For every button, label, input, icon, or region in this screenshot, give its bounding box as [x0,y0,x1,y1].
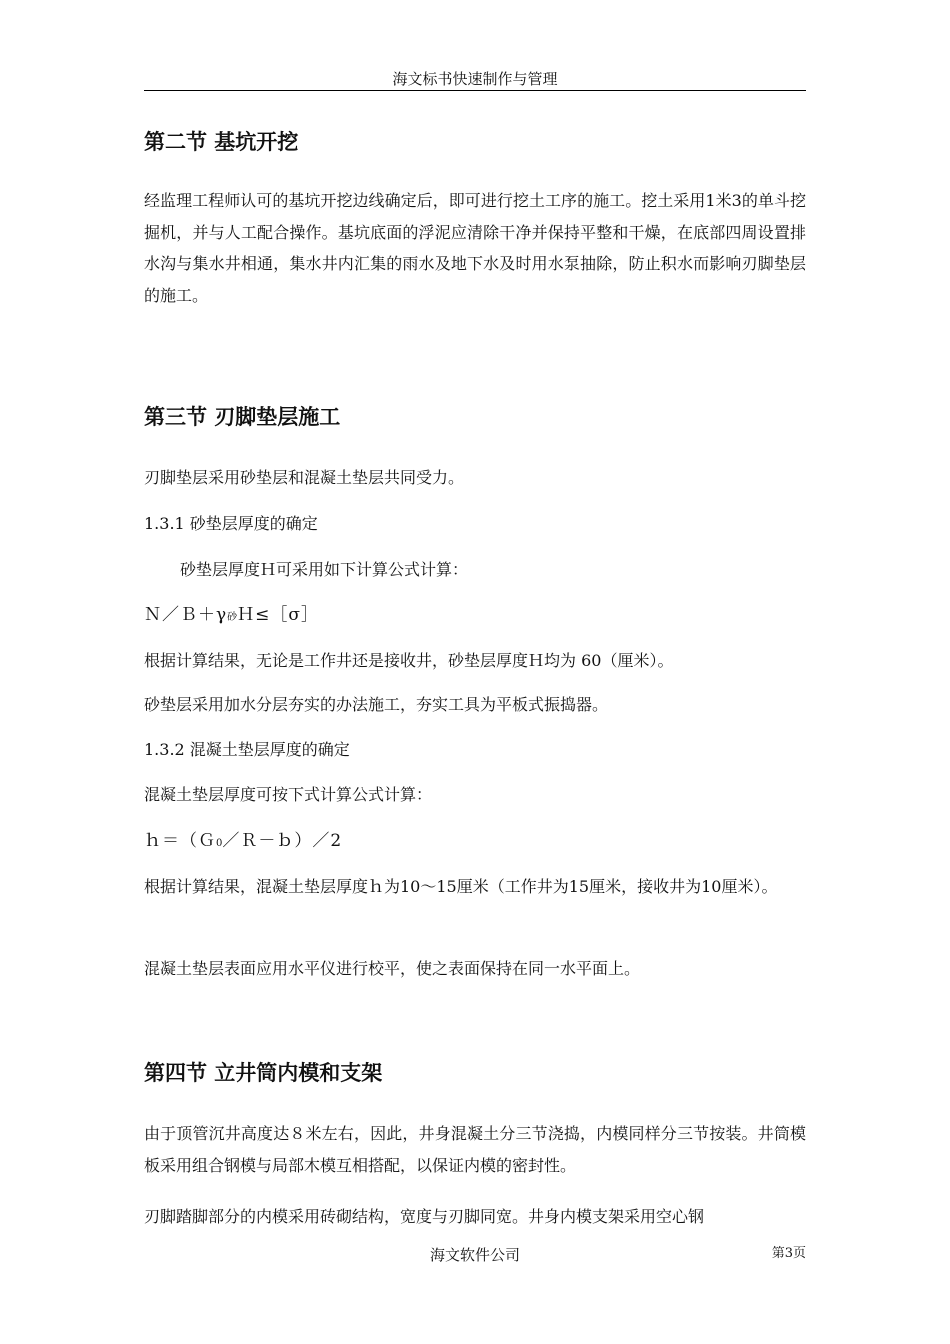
subsection-2-result: 根据计算结果，混凝土垫层厚度ｈ为10～15厘米（工作井为15厘米，接收井为10厘米）。 [144,877,778,896]
section-heading-4: 第四节 立井筒内模和支架 [144,1061,383,1085]
subsection-1-title: 1.3.1 砂垫层厚度的确定 [144,514,318,533]
formula-1-subscript: 砂 [227,612,238,623]
subsection-2-title: 1.3.2 混凝土垫层厚度的确定 [144,740,350,759]
formula-1-part-b: Ｈ≤［σ］ [237,605,320,625]
subsection-1-method: 砂垫层采用加水分层夯实的办法施工，夯实工具为平板式振捣器。 [144,695,609,714]
section-heading-2: 第二节 基坑开挖 [144,130,299,154]
subsection-1-formula-intro: 砂垫层厚度Ｈ可采用如下计算公式计算： [180,560,469,579]
section-heading-3: 第三节 刃脚垫层施工 [144,405,341,429]
section-4-paragraph-1: 由于顶管沉井高度达８米左右，因此，井身混凝土分三节浇捣，内模同样分三节按装。井筒模板采用组合钢模与局部木模互相搭配，以保证内模的密封性。 [144,1124,806,1175]
header-rule [144,90,806,91]
formula-sand-layer [144,603,319,630]
footer-page-number: 第3页 [771,1246,806,1261]
footer-company: 海文软件公司 [429,1246,520,1264]
formula-2-part-a: ｈ＝（Ｇ [144,831,216,851]
section-2-paragraph: 经监理工程师认可的基坑开挖边线确定后，即可进行挖土工序的施工。挖土采用1米3的单斗挖掘机，并与人工配合操作。基坑底面的浮泥应清除干净并保持平整和干燥，在底部四周设置排水沟与集水井相通，集水井内汇集的雨水及地下水及时用水泵抽除，防止积水而影响刃脚垫层的施工。 [144,191,806,305]
formula-2-part-b: ／Ｒ－ｂ）／2 [222,831,343,851]
subsection-2-leveling: 混凝土垫层表面应用水平仪进行校平，使之表面保持在同一水平面上。 [144,959,641,978]
section-4-paragraph-2: 刃脚踏脚部分的内模采用砖砌结构，宽度与刃脚同宽。井身内模支架采用空心钢 [144,1207,705,1226]
subsection-2-formula-intro: 混凝土垫层厚度可按下式计算公式计算： [144,785,433,804]
subsection-1-result: 根据计算结果，无论是工作井还是接收井，砂垫层厚度Ｈ均为 60（厘米）。 [144,651,674,670]
page-header: 海文标书快速制作与管理 [392,70,558,88]
section-3-intro: 刃脚垫层采用砂垫层和混凝土垫层共同受力。 [144,468,465,487]
formula-2-subscript: 0 [216,838,223,849]
formula-1-part-a: Ｎ／Ｂ＋γ [144,605,228,625]
formula-concrete-layer [144,829,342,856]
